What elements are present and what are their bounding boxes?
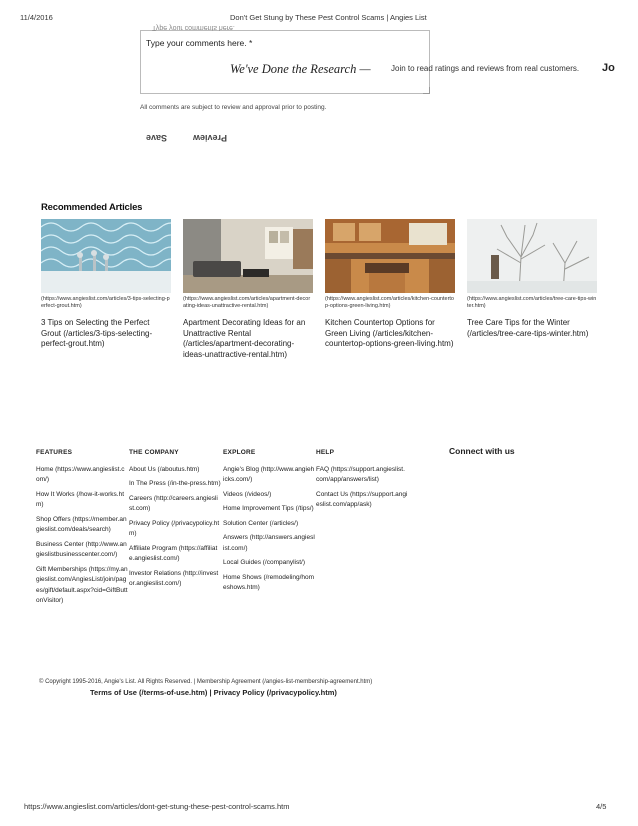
banner-subtext: Join to read ratings and reviews from real customers. — [391, 64, 580, 73]
article-title[interactable]: Tree Care Tips for the Winter (/articles/tree-care-tips-winter.htm) — [467, 318, 589, 338]
footer-link-press[interactable]: In The Press (/in-the-press.htm) — [129, 480, 221, 487]
article-card-grout[interactable] — [41, 219, 171, 350]
footer-heading: FEATURES — [36, 449, 73, 456]
connect-with-us: Connect with us — [449, 446, 515, 456]
article-title[interactable]: 3 Tips on Selecting the Perfect Grout (/articles/3-tips-selecting-perfect-grout.htm) — [41, 318, 153, 348]
article-title[interactable]: Apartment Decorating Ideas for an Unattractive Rental (/articles/apartment-decorating-ideas-unattractive-rental.htm) — [183, 318, 306, 359]
apartment-room-image — [183, 219, 313, 293]
footer-link-videos[interactable]: Videos (/videos/) — [223, 490, 272, 498]
footer-heading: HELP — [316, 449, 335, 456]
footer-link-answers[interactable]: Answers (http://answers.angieslist.com/) — [223, 534, 315, 552]
footer-link-privacy[interactable]: Privacy Policy (/privacypolicy.htm) — [129, 519, 220, 537]
article-card-tree[interactable] — [467, 219, 597, 339]
save-button[interactable]: Save — [146, 133, 168, 143]
page-number: 4/5 — [596, 802, 607, 811]
recommended-articles-heading: Recommended Articles — [41, 202, 143, 213]
footer-heading: EXPLORE — [223, 449, 256, 456]
article-card-apartment[interactable] — [183, 219, 313, 360]
resize-handle-icon[interactable] — [423, 87, 430, 94]
footer-link-blog[interactable]: Angie's Blog (http://www.angieh icks.com/) — [223, 465, 315, 483]
footer-link-faq[interactable]: FAQ (https://support.angieslist.com/app/answers/list) — [316, 465, 405, 483]
footer-link-local-guides[interactable]: Local Guides (/companylist/) — [223, 559, 306, 566]
preview-button[interactable]: Preview — [193, 133, 228, 143]
banner-headline: We've Done the Research — — [230, 62, 371, 76]
copyright-notice: © Copyright 1995-2016, Angie's List. All Rights Reserved. | Membership Agreement (/angies-list-membership-agreement.htm) — [39, 679, 373, 685]
footer-link-contact[interactable]: Contact Us (https://support.angieslist.com/app/ask) — [316, 490, 408, 508]
footer-link-tips[interactable]: Home Improvement Tips (/tips/) — [223, 505, 314, 512]
footer-link-home-shows[interactable]: Home Shows (/remodeling/homeshows.htm) — [223, 573, 315, 591]
footer-features — [36, 448, 128, 611]
footer-heading: THE COMPANY — [129, 449, 179, 456]
footer-link-shop-offers[interactable]: Shop Offers (https://member.angieslist.com/deals/search) — [36, 515, 127, 533]
footer-company — [129, 448, 221, 594]
terms-privacy-links[interactable]: Terms of Use (/terms-of-use.htm) | Privacy Policy (/privacypolicy.htm) — [90, 688, 337, 697]
kitchen-countertop-image — [325, 219, 455, 293]
print-page-title: Don't Get Stung by These Pest Control Scams | Angies List — [230, 13, 427, 22]
footer-link-about[interactable]: About Us (/aboutus.htm) — [129, 465, 200, 473]
footer-link-investor[interactable]: Investor Relations (http://investor.angieslist.com/) — [129, 569, 219, 587]
banner-join-cut[interactable]: Jo — [602, 62, 615, 74]
footer-link-business-center[interactable]: Business Center (http://www.angieslistbusinesscenter.com/) — [36, 540, 127, 558]
footer-link-affiliate[interactable]: Affiliate Program (https://affiliate.angieslist.com/) — [129, 544, 218, 562]
mirrored-placeholder-artifact: Type your comments here. — [152, 24, 235, 31]
grout-tile-image — [41, 219, 171, 293]
print-url: https://www.angieslist.com/articles/dont-get-stung-these-pest-control-scams.htm — [24, 802, 290, 811]
article-url[interactable]: (https://www.angieslist.com/articles/kitchen-countertop-options-green-living.htm) — [325, 296, 454, 309]
comment-placeholder: Type your comments here. * — [146, 38, 253, 48]
print-date: 11/4/2016 — [20, 13, 53, 22]
winter-tree-image — [467, 219, 597, 293]
article-url[interactable]: (https://www.angieslist.com/articles/tree-care-tips-winter.htm) — [467, 296, 597, 309]
footer-link-solution-center[interactable]: Solution Center (/articles/) — [223, 519, 299, 527]
footer-explore — [223, 448, 315, 598]
article-url[interactable]: (https://www.angieslist.com/articles/apartment-decorating-ideas-unattractive-rental.htm) — [183, 296, 311, 309]
footer-link-home[interactable]: Home (https://www.angieslist.com/) — [36, 465, 125, 483]
footer-link-how-it-works[interactable]: How It Works (/how-it-works.htm) — [36, 490, 125, 508]
article-card-kitchen[interactable] — [325, 219, 455, 350]
article-title[interactable]: Kitchen Countertop Options for Green Living (/articles/kitchen-countertop-options-green-living.htm) — [325, 318, 454, 348]
footer-link-gift-memberships[interactable]: Gift Memberships (https://my.angieslist.com/AngiesList/join/pages/gift/default.aspx?cid=GiftButtonVisitor) — [36, 565, 128, 604]
comment-disclaimer: All comments are subject to review and approval prior to posting. — [140, 104, 327, 111]
footer-help — [316, 448, 408, 515]
article-url[interactable]: (https://www.angieslist.com/articles/3-tips-selecting-perfect-grout.htm) — [41, 296, 170, 309]
footer-link-careers[interactable]: Careers (http://careers.angieslist.com) — [129, 494, 218, 512]
